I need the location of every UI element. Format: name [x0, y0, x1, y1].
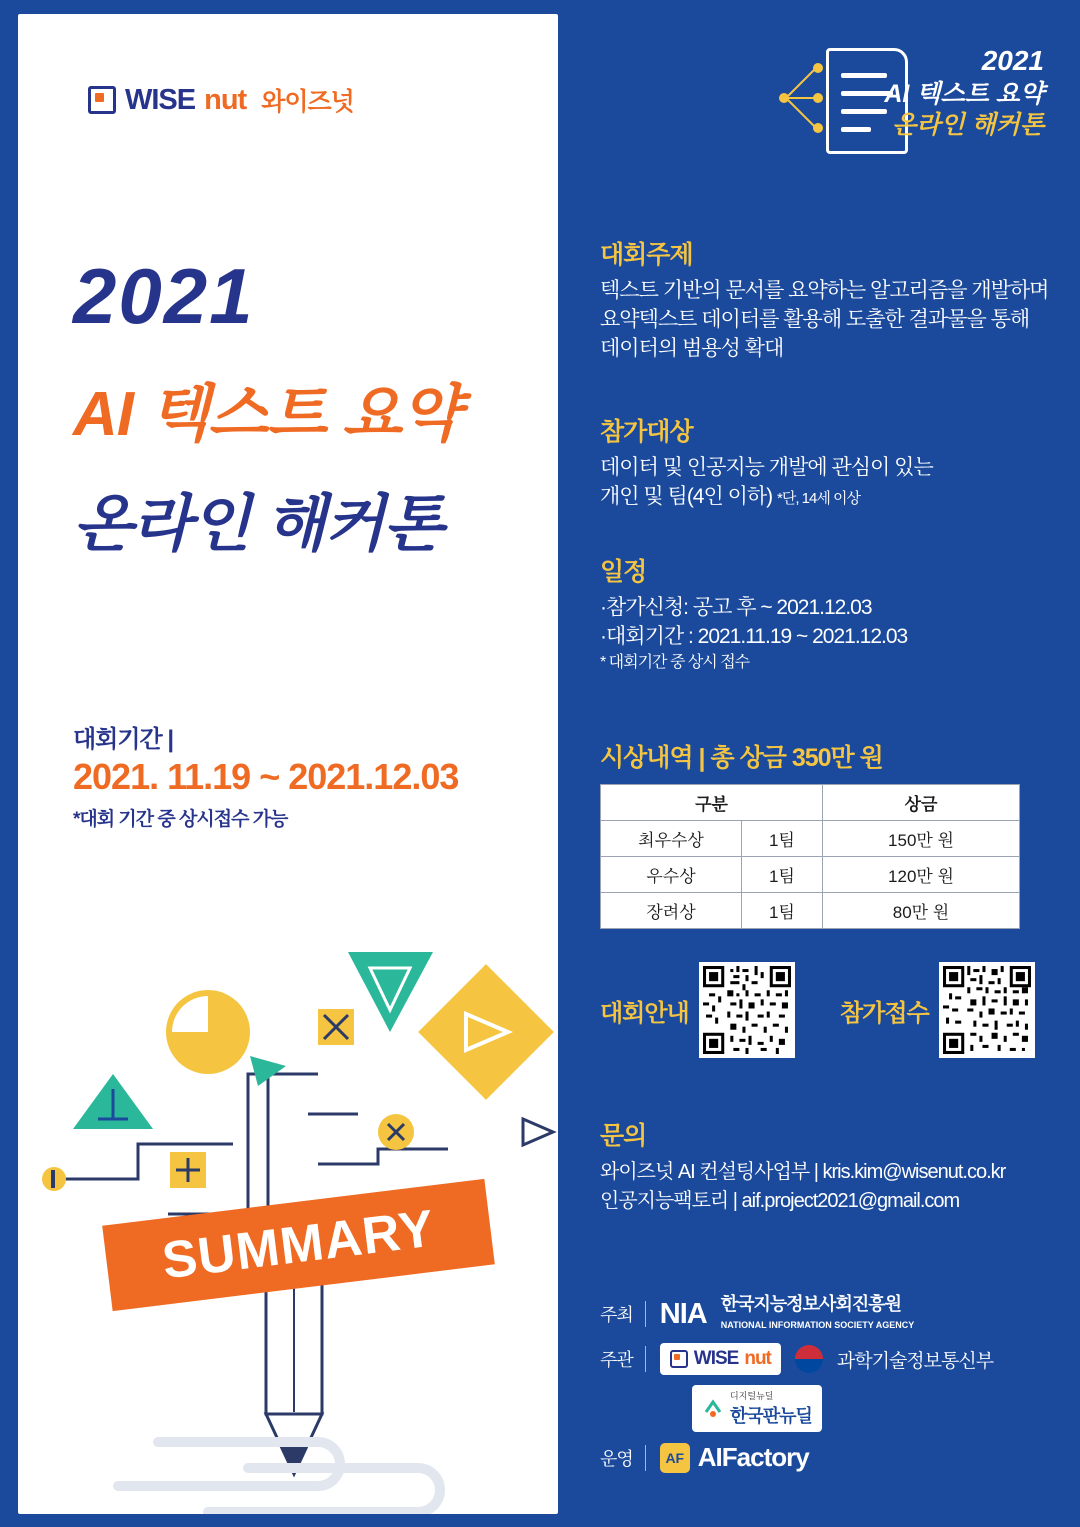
- right-column: [578, 0, 1066, 1527]
- hero-year: 2021: [73, 252, 255, 340]
- hero-title-line2: AI 텍스트 요약: [73, 380, 460, 449]
- prize-col-category: 구분: [601, 785, 823, 821]
- section-target: [600, 412, 1052, 512]
- section-schedule-line1: ·참가신청: 공고 후 ~ 2021.12.03: [600, 596, 872, 619]
- section-topic-title: 대회주제: [600, 241, 693, 269]
- header-line2: 온라인 해커톤: [892, 110, 1044, 139]
- hero-period-label: 대회기간 |: [73, 726, 174, 753]
- org-manage-label: 주관: [600, 1346, 646, 1372]
- section-schedule-note: * 대회기간 중 상시 접수: [600, 653, 750, 671]
- korean-new-deal-logo: [692, 1385, 822, 1432]
- table-row: [601, 821, 1020, 857]
- hero-title-line3: 온라인 해커톤: [73, 490, 443, 559]
- brand-nut: nut: [204, 83, 247, 116]
- prize-amount: 80만 원: [823, 893, 1020, 929]
- section-contact-line1: 와이즈넛 AI 컨설팅사업부 | kris.kim@wisenut.co.kr: [600, 1161, 1006, 1183]
- wisenut-mark-icon: [88, 86, 116, 114]
- section-topic-body: 텍스트 기반의 문서를 요약하는 알고리즘을 개발하며 요약텍스트 데이터를 활용해 도출한 결과물을 통해 데이터의 범용성 확대: [600, 279, 1049, 360]
- illustration: [18, 914, 558, 1514]
- org-manage-row: [600, 1343, 1052, 1375]
- org-host-row: [600, 1295, 1052, 1333]
- qr-apply-label: 참가접수: [840, 999, 929, 1027]
- qr-info-block: [600, 962, 795, 1058]
- wisenut-chip-logo: [660, 1343, 781, 1375]
- org-operate-label: 운영: [600, 1445, 646, 1471]
- prize-teams: 1팀: [742, 857, 823, 893]
- table-row: [601, 893, 1020, 929]
- prize-table-header-row: [601, 785, 1020, 821]
- org-operate-row: [600, 1442, 1052, 1473]
- brand-korean: 와이즈넛: [261, 88, 354, 116]
- network-dots-icon: [778, 50, 846, 146]
- section-schedule: [600, 552, 1052, 674]
- header-line1: AI 텍스트 요약: [884, 79, 1044, 108]
- prize-amount: 150만 원: [823, 821, 1020, 857]
- prize-name: 최우수상: [601, 821, 742, 857]
- org-msit-label: 과학기술정보통신부: [836, 1350, 994, 1372]
- org-host-names: [721, 1295, 915, 1333]
- chip-brand-nut: nut: [744, 1348, 771, 1369]
- table-row: [601, 857, 1020, 893]
- chip-brand-wise: WISE: [693, 1348, 739, 1369]
- section-target-note: *단, 14세 이상: [777, 489, 861, 507]
- qr-info-icon[interactable]: [703, 966, 791, 1054]
- prize-amount: 120만 원: [823, 857, 1020, 893]
- summary-ribbon-label: SUMMARY: [159, 1199, 438, 1291]
- section-contact: [600, 1116, 1052, 1216]
- org-host-label: 주최: [600, 1301, 646, 1327]
- kdeal-top-label: 디지털뉴딜: [730, 1391, 774, 1401]
- prize-teams: 1팀: [742, 893, 823, 929]
- aifactory-label: AIFactory: [697, 1442, 809, 1472]
- section-contact-title: 문의: [600, 1122, 647, 1150]
- aifactory-logo: [660, 1442, 809, 1473]
- section-target-title: 참가대상: [600, 418, 693, 446]
- section-contact-line2: 인공지능팩토리 | aif.project2021@gmail.com: [600, 1190, 960, 1212]
- qr-apply-icon[interactable]: [943, 966, 1031, 1054]
- qr-info-code[interactable]: [699, 962, 795, 1058]
- prize-name: 장려상: [601, 893, 742, 929]
- qr-apply-block: [840, 962, 1035, 1058]
- prize-table: [600, 784, 1020, 929]
- org-kdeal-row: [600, 1385, 1052, 1432]
- qr-apply-code[interactable]: [939, 962, 1035, 1058]
- section-target-line2-text: 개인 및 팀(4인 이하): [600, 484, 773, 508]
- org-host-name-en: NATIONAL INFORMATION SOCIETY AGENCY: [720, 1320, 915, 1330]
- korean-new-deal-text: [730, 1389, 812, 1428]
- wisenut-mark-icon: [670, 1350, 688, 1368]
- hero-period-note: *대회 기간 중 상시접수 가능: [73, 809, 288, 830]
- section-topic: [600, 235, 1052, 364]
- new-deal-mark-icon: [702, 1398, 724, 1420]
- section-prize-title: 시상내역 | 총 상금 350만 원: [600, 744, 883, 772]
- left-panel: [18, 14, 558, 1514]
- brand-wise: WISE: [125, 83, 196, 116]
- prize-teams: 1팀: [742, 821, 823, 857]
- taeguk-icon: [795, 1345, 823, 1373]
- kdeal-main-label: 한국판뉴딜: [730, 1406, 812, 1426]
- hero-period-value: 2021. 11.19 ~ 2021.12.03: [73, 756, 459, 797]
- aifactory-mark-icon: AF: [660, 1443, 690, 1473]
- qr-section: [600, 962, 1052, 1072]
- header-title: [884, 44, 1044, 141]
- section-schedule-title: 일정: [600, 558, 647, 586]
- wisenut-logo: [88, 82, 354, 118]
- organizations: [600, 1295, 1052, 1483]
- header-year: 2021: [981, 45, 1044, 76]
- section-prize: [600, 738, 1052, 929]
- section-schedule-line2: ·대회기간 : 2021.11.19 ~ 2021.12.03: [600, 624, 908, 648]
- prize-name: 우수상: [601, 857, 742, 893]
- section-target-line1: 데이터 및 인공지능 개발에 관심이 있는: [600, 456, 933, 479]
- org-host-abbr: NIA: [659, 1297, 707, 1330]
- org-host-name-kr: 한국지능정보사회진흥원: [720, 1294, 902, 1314]
- section-target-line2: [600, 483, 1052, 512]
- prize-col-amount: 상금: [823, 785, 1020, 821]
- qr-info-label: 대회안내: [600, 999, 689, 1027]
